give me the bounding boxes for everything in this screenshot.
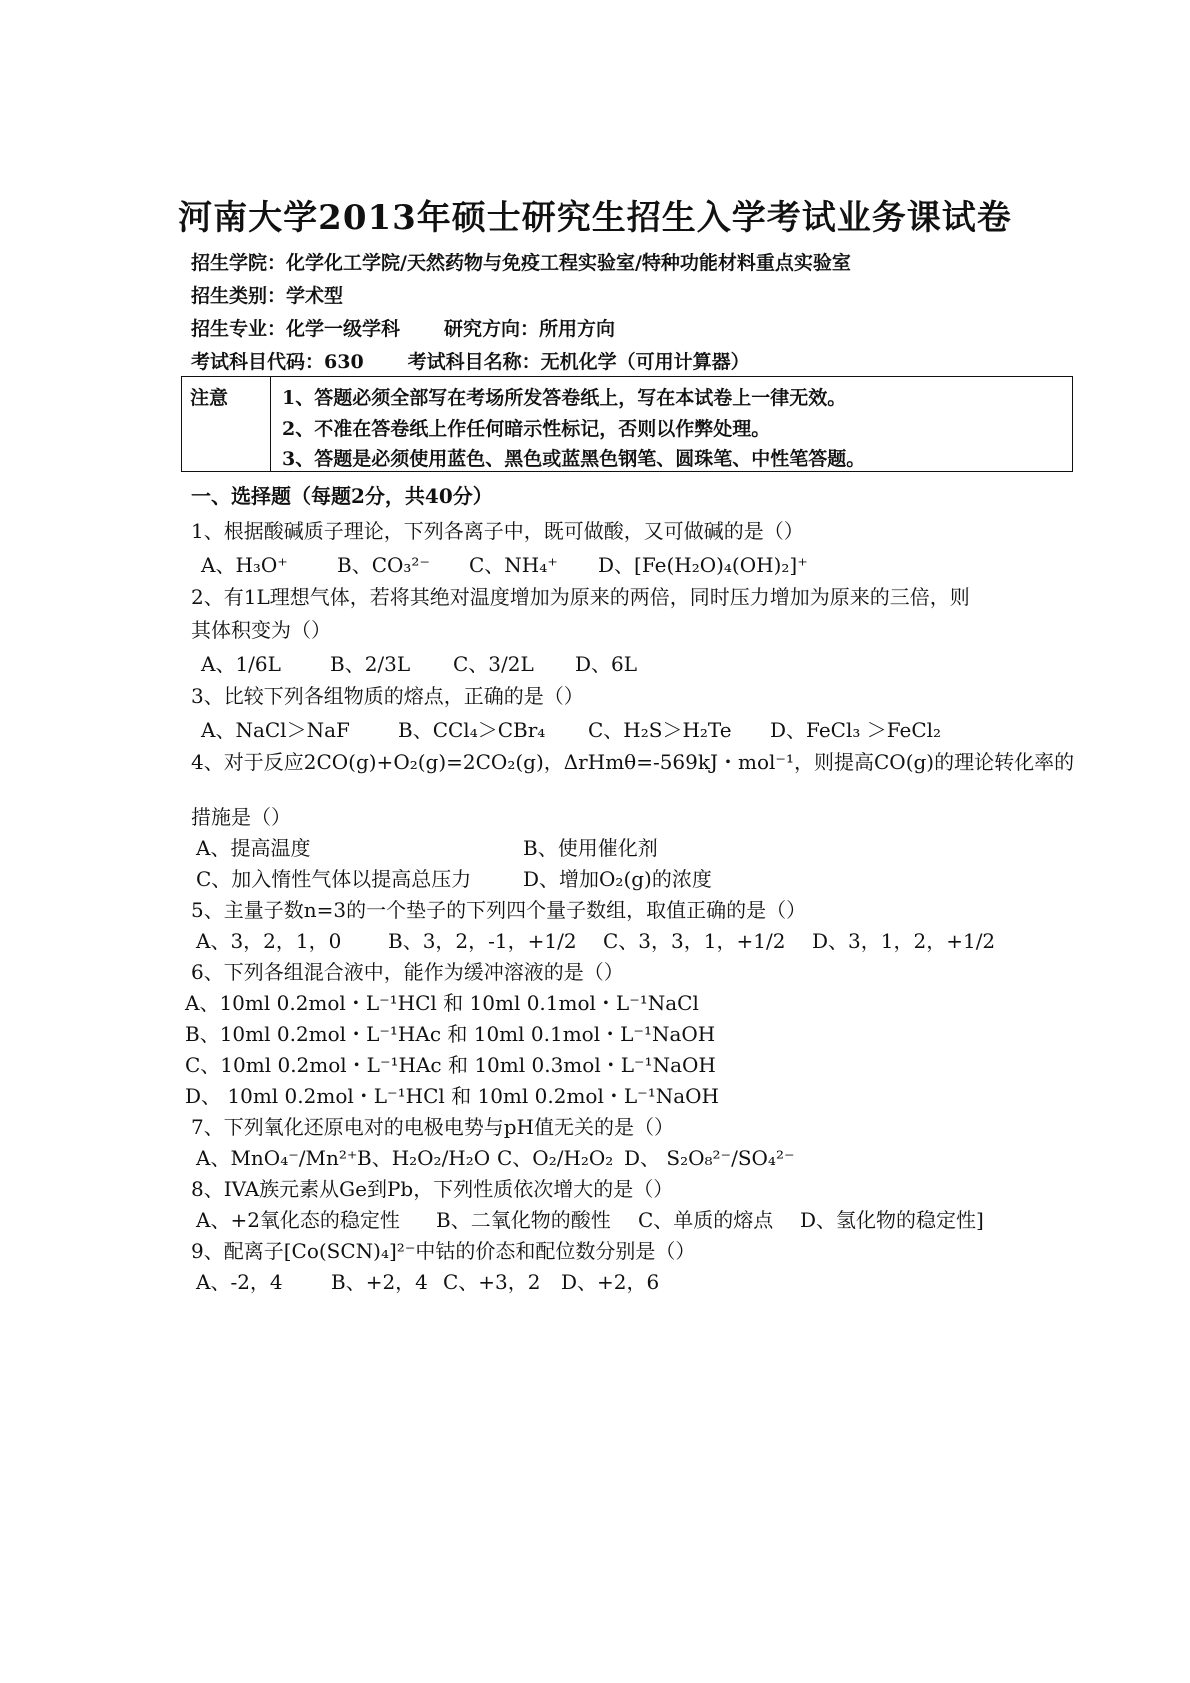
- question-2-stem: 2、有1L理想气体，若将其绝对温度增加为原来的两倍，同时压力增加为原来的三倍，则: [191, 585, 970, 609]
- question-4-stem-cont: 措施是（）: [191, 805, 291, 829]
- q1-option-b: B、CO₃²⁻: [337, 553, 430, 577]
- q7-option-b: B、H₂O₂/H₂O: [357, 1146, 491, 1170]
- notice-item: 2、不准在答卷纸上作任何暗示性标记，否则以作弊处理。: [282, 418, 771, 440]
- q3-option-d: D、FeCl₃ ＞FeCl₂: [770, 718, 942, 742]
- notice-box: [181, 376, 1073, 472]
- question-5-stem: 5、主量子数n=3的一个垫子的下列四个量子数组，取值正确的是（）: [191, 898, 807, 922]
- q2-option-d: D、6L: [575, 652, 638, 676]
- q5-option-a: A、3，2，1，0: [196, 929, 342, 953]
- q6-option-a: A、10ml 0.2mol・L⁻¹HCl 和 10ml 0.1mol・L⁻¹NaCl: [185, 991, 699, 1015]
- q4-option-c: C、加入惰性气体以提高总压力: [196, 867, 472, 891]
- question-8-stem: 8、IVA族元素从Ge到Pb，下列性质依次增大的是（）: [191, 1177, 674, 1201]
- q8-option-c: C、单质的熔点: [638, 1208, 774, 1232]
- q9-option-c: C、+3，2: [443, 1270, 541, 1294]
- q4-option-d: D、增加O₂(g)的浓度: [523, 867, 712, 891]
- q1-option-a: A、H₃O⁺: [201, 553, 288, 577]
- q5-option-c: C、3，3，1，+1/2: [603, 929, 786, 953]
- major-line: [191, 314, 615, 341]
- question-7-stem: 7、下列氧化还原电对的电极电势与pH值无关的是（）: [191, 1115, 674, 1139]
- question-2-stem-cont: 其体积变为（）: [191, 618, 331, 642]
- notice-divider: [270, 377, 271, 471]
- q2-option-c: C、3/2L: [453, 652, 534, 676]
- question-6-stem: 6、下列各组混合液中，能作为缓冲溶液的是（）: [191, 960, 624, 984]
- question-9-stem: 9、配离子[Co(SCN)₄]²⁻中钴的价态和配位数分别是（）: [191, 1239, 696, 1263]
- q8-option-b: B、二氧化物的酸性: [436, 1208, 611, 1232]
- subject-name-text: 考试科目名称：无机化学（可用计算器）: [407, 351, 750, 373]
- direction-text: 研究方向：所用方向: [444, 318, 616, 340]
- q3-option-c: C、H₂S＞H₂Te: [588, 718, 732, 742]
- q4-option-b: B、使用催化剂: [523, 836, 658, 860]
- subject-code-text: 考试科目代码：630: [191, 351, 364, 373]
- section-heading: 一、选择题（每题2分，共40分）: [191, 484, 493, 508]
- question-3-stem: 3、比较下列各组物质的熔点，正确的是（）: [191, 684, 584, 708]
- q8-option-d: D、氢化物的稳定性]: [800, 1208, 984, 1232]
- question-1-stem: 1、根据酸碱质子理论，下列各离子中，既可做酸，又可做碱的是（）: [191, 519, 804, 543]
- q1-option-c: C、NH₄⁺: [469, 553, 558, 577]
- q4-option-a: A、提高温度: [196, 836, 311, 860]
- q7-option-a: A、MnO₄⁻/Mn²⁺: [196, 1146, 358, 1170]
- q6-option-b: B、10ml 0.2mol・L⁻¹HAc 和 10ml 0.1mol・L⁻¹NaOH: [185, 1022, 716, 1046]
- major-text: 招生专业：化学一级学科: [191, 318, 401, 340]
- exam-title: 河南大学2013年硕士研究生招生入学考试业务课试卷: [178, 198, 1012, 238]
- notice-label: 注意: [190, 387, 229, 409]
- notice-item: 3、答题是必须使用蓝色、黑色或蓝黑色钢笔、圆珠笔、中性笔答题。: [282, 448, 866, 470]
- q2-option-a: A、1/6L: [201, 652, 281, 676]
- category-line: 招生类别：学术型: [191, 285, 344, 307]
- q2-option-b: B、2/3L: [330, 652, 411, 676]
- q5-option-d: D、3，1，2，+1/2: [812, 929, 996, 953]
- q9-option-b: B、+2，4: [331, 1270, 428, 1294]
- notice-item: 1、答题必须全部写在考场所发答卷纸上，写在本试卷上一律无效。: [282, 387, 847, 409]
- q9-option-a: A、-2，4: [196, 1270, 283, 1294]
- q3-option-a: A、NaCl＞NaF: [201, 718, 350, 742]
- college-line: 招生学院：化学化工学院/天然药物与免疫工程实验室/特种功能材料重点实验室: [191, 252, 851, 274]
- q6-option-c: C、10ml 0.2mol・L⁻¹HAc 和 10ml 0.3mol・L⁻¹NaOH: [185, 1053, 716, 1077]
- q6-option-d: D、 10ml 0.2mol・L⁻¹HCl 和 10ml 0.2mol・L⁻¹NaOH: [185, 1084, 719, 1108]
- q5-option-b: B、3，2，-1，+1/2: [388, 929, 577, 953]
- subject-line: [191, 347, 750, 374]
- q3-option-b: B、CCl₄＞CBr₄: [398, 718, 546, 742]
- q1-option-d: D、[Fe(H₂O)₄(OH)₂]⁺: [598, 553, 808, 577]
- q9-option-d: D、+2，6: [561, 1270, 660, 1294]
- question-4-stem: 4、对于反应2CO(g)+O₂(g)=2CO₂(g)，ΔrHmθ=-569kJ・mol⁻¹，则提高CO(g)的理论转化率的: [191, 750, 1075, 774]
- q7-option-c: C、O₂/H₂O₂: [497, 1146, 614, 1170]
- q7-option-d: D、 S₂O₈²⁻/SO₄²⁻: [624, 1146, 795, 1170]
- q8-option-a: A、+2氧化态的稳定性: [196, 1208, 400, 1232]
